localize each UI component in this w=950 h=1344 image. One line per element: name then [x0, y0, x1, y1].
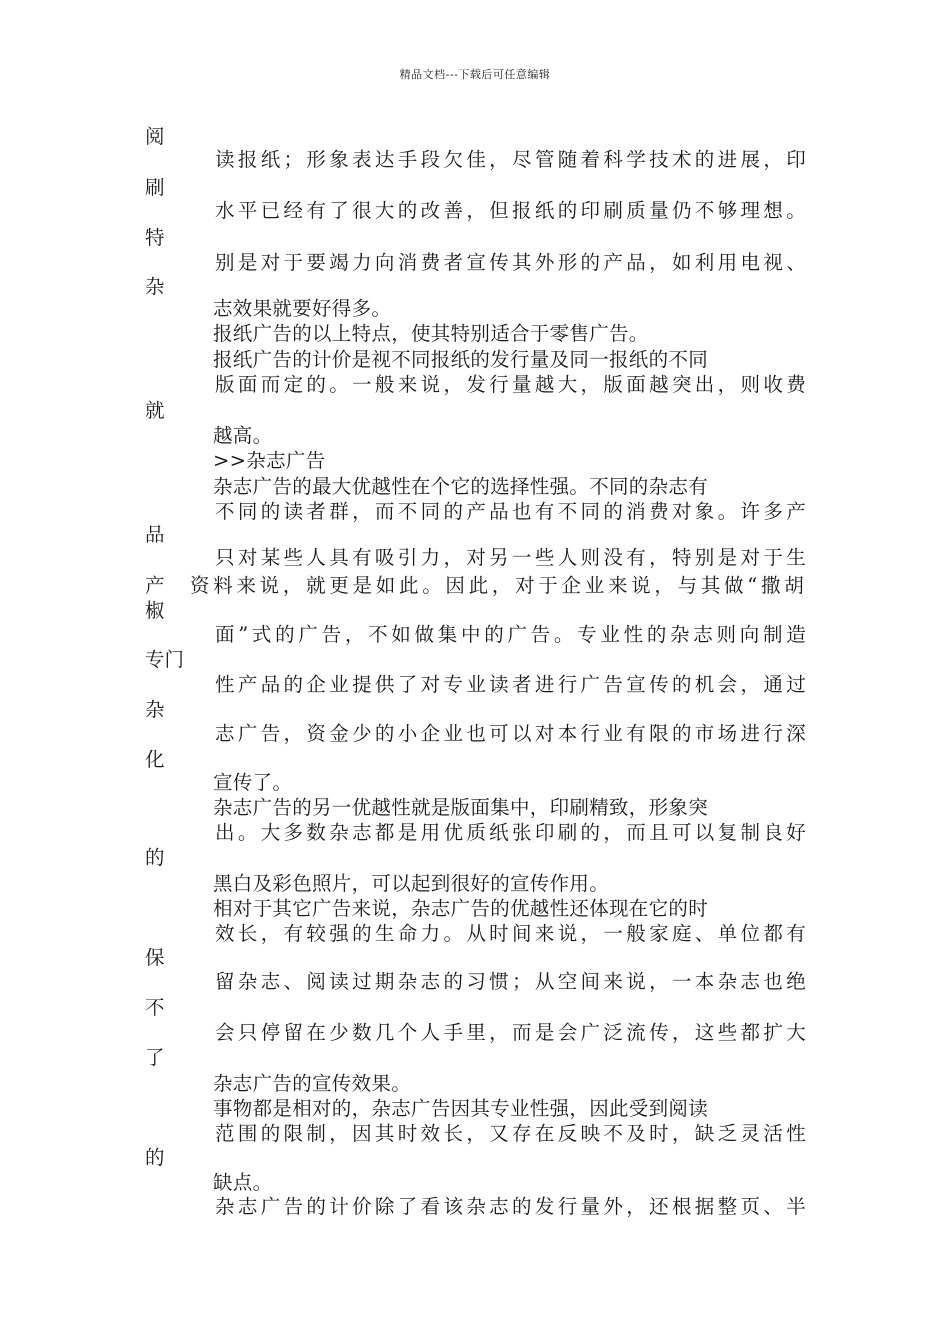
margin-fragment: 阅: [145, 125, 165, 148]
body-line: 宣传了。: [213, 771, 293, 794]
margin-fragment: 杂: [145, 275, 165, 298]
body-line: 版面而定的。一般来说，发行量越大，版面越突出，则收费: [215, 373, 806, 396]
body-line: 性产品的企业提供了对专业读者进行广告宣传的机会，通过: [215, 673, 806, 696]
body-line: 事物都是相对的，杂志广告因其专业性强，因此受到阅读: [213, 1097, 709, 1120]
body-line: 黑白及彩色照片，可以起到很好的宣传作用。: [213, 872, 610, 895]
body-line: 越高。: [213, 424, 273, 447]
margin-fragment: 刷: [145, 176, 165, 199]
margin-fragment: 不: [145, 996, 165, 1019]
margin-fragment: 保: [145, 946, 165, 969]
margin-fragment: 品: [145, 523, 165, 546]
body-line: 不同的读者群，而不同的产品也有不同的消费对象。许多产: [215, 500, 806, 523]
body-line: 缺点。: [213, 1171, 273, 1194]
margin-fragment: 专门: [145, 648, 185, 671]
body-line: 报纸广告的计价是视不同报纸的发行量及同一报纸的不同: [213, 348, 709, 371]
body-line: 资料来说，就更是如此。因此，对于企业来说，与其做“撒胡: [190, 574, 804, 597]
body-line: 别是对于要竭力向消费者宣传其外形的产品，如利用电视、: [215, 251, 806, 274]
page-header: 精品文档---下载后可任意编辑: [399, 68, 551, 81]
body-line: 范围的限制，因其时效长，又存在反映不及时，缺乏灵活性: [215, 1122, 806, 1145]
body-line: 水平已经有了很大的改善，但报纸的印刷质量仍不够理想。: [215, 199, 806, 222]
margin-fragment: 的: [145, 1146, 165, 1169]
margin-fragment: 化: [145, 748, 165, 771]
body-line: 面”式的广告，不如做集中的广告。专业性的杂志则向制造: [215, 623, 806, 646]
body-line: 杂志广告的宣传效果。: [213, 1072, 412, 1095]
margin-fragment: 产: [145, 574, 165, 597]
margin-fragment: 椒: [145, 599, 165, 622]
body-line: 志效果就要好得多。: [213, 297, 392, 320]
body-line: 效长，有较强的生命力。从时间来说，一般家庭、单位都有: [215, 922, 806, 945]
margin-fragment: 杂: [145, 698, 165, 721]
body-line: 相对于其它广告来说，杂志广告的优越性还体现在它的时: [213, 897, 709, 920]
margin-fragment: 特: [145, 226, 165, 249]
body-line: 杂志广告的计价除了看该杂志的发行量外，还根据整页、半: [215, 1195, 806, 1218]
body-line: 杂志广告的另一优越性就是版面集中，印刷精致，形象突: [213, 796, 709, 819]
margin-fragment: 了: [145, 1046, 165, 1069]
section-heading: >>杂志广告: [213, 449, 326, 472]
body-line: 出。大多数杂志都是用优质纸张印刷的，而且可以复制良好: [215, 821, 806, 844]
body-line: 会只停留在少数几个人手里，而是会广泛流传，这些都扩大: [215, 1021, 806, 1044]
margin-fragment: 的: [145, 846, 165, 869]
body-line: 志广告，资金少的小企业也可以对本行业有限的市场进行深: [215, 722, 806, 745]
margin-fragment: 就: [145, 399, 165, 422]
body-line: 杂志广告的最大优越性在个它的选择性强。不同的杂志有: [213, 475, 709, 498]
body-line: 报纸广告的以上特点，使其特别适合于零售广告。: [213, 322, 649, 345]
body-line: 只对某些人具有吸引力，对另一些人则没有，特别是对于生: [215, 546, 806, 569]
body-line: 留杂志、阅读过期杂志的习惯；从空间来说，一本杂志也绝: [215, 970, 806, 993]
body-line: 读报纸；形象表达手段欠佳，尽管随着科学技术的进展，印: [215, 148, 806, 171]
